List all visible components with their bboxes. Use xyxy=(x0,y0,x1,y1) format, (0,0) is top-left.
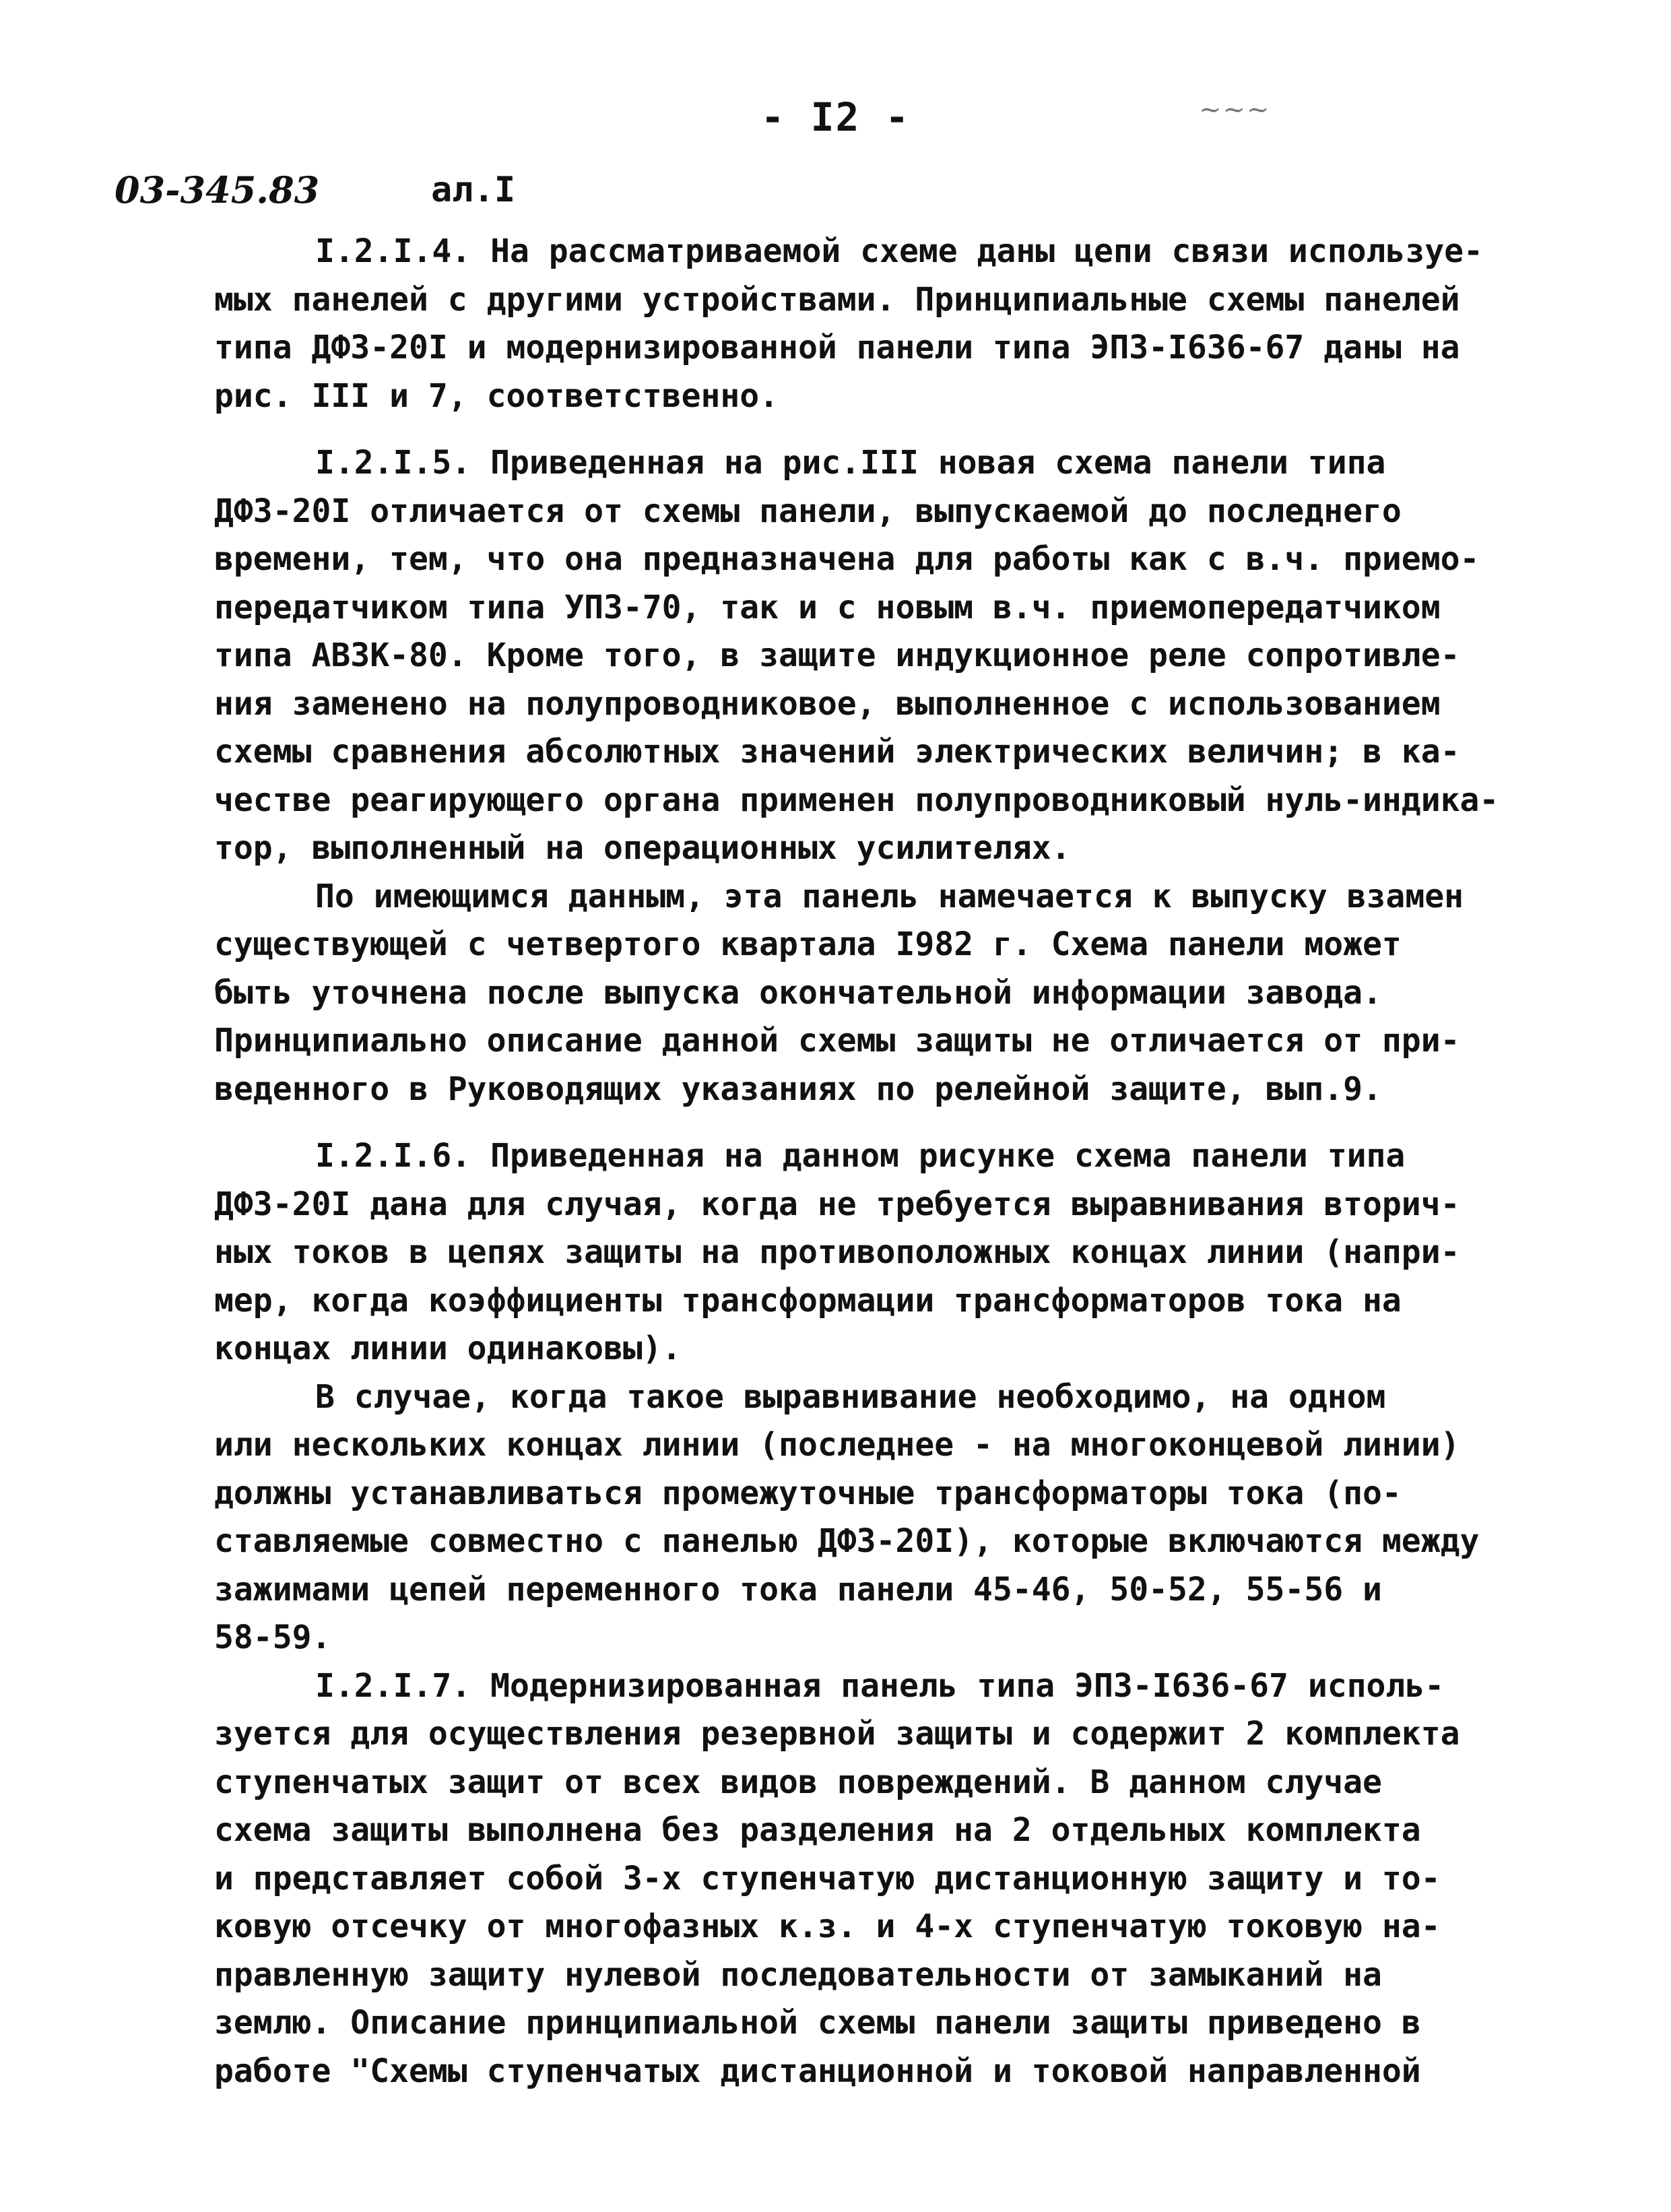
text-line: зуется для осуществления резервной защиты и содержит 2 комплекта xyxy=(214,1715,1460,1753)
text-line: существующей с четвертого квартала I982 г. Схема панели может xyxy=(214,925,1402,963)
text-line: По имеющимся данным, эта панель намечается к выпуску взамен xyxy=(315,877,1464,915)
text-line: мых панелей с другими устройствами. Принципиальные схемы панелей xyxy=(214,280,1460,319)
text-line: ставляемые совместно с панелью ДФЗ-20I), которые включаются между xyxy=(214,1522,1480,1560)
text-line: передатчиком типа УПЗ-70, так и с новым в.ч. приемопередатчиком xyxy=(214,588,1441,626)
text-line: должны устанавливаться промежуточные трансформаторы тока (по- xyxy=(214,1474,1402,1512)
text-line: В случае, когда такое выравнивание необходимо, на одном xyxy=(315,1377,1386,1416)
text-line: ковую отсечку от многофазных к.з. и 4-х ступенчатую токовую на- xyxy=(214,1908,1441,1945)
text-line: или нескольких концах линии (последнее - на многоконцевой линии) xyxy=(214,1426,1460,1464)
text-line: зажимами цепей переменного тока панели 45-46, 50-52, 55-56 и xyxy=(214,1570,1382,1608)
document-body xyxy=(214,228,1499,2095)
text-line: типа АВЗК-80. Кроме того, в защите индукционное реле сопротивле- xyxy=(214,637,1460,674)
text-line: I.2.I.7. Модернизированная панель типа ЭПЗ-I636-67 исполь- xyxy=(315,1666,1445,1705)
text-line: мер, когда коэффициенты трансформации трансформаторов тока на xyxy=(214,1281,1402,1320)
text-line: ступенчатых защит от всех видов повреждений. В данном случае xyxy=(214,1763,1382,1801)
text-line: работе "Схемы ступенчатых дистанционной и токовой направленной xyxy=(214,2052,1421,2090)
text-line: типа ДФЗ-20I и модернизированной панели типа ЭПЗ-I636-67 даны на xyxy=(214,329,1460,366)
text-line: веденного в Руководящих указаниях по релейной защите, вып.9. xyxy=(214,1070,1382,1108)
text-line: схема защиты выполнена без разделения на 2 отдельных комплекта xyxy=(214,1811,1421,1849)
text-line: времени, тем, что она предназначена для работы как с в.ч. приемо- xyxy=(214,540,1480,578)
text-line: ния заменено на полупроводниковое, выполненное с использованием xyxy=(214,684,1441,723)
text-line: схемы сравнения абсолютных значений электрических величин; в ка- xyxy=(214,733,1460,771)
text-line: Принципиально описание данной схемы защиты не отличается от при- xyxy=(214,1022,1460,1060)
text-line: и представляет собой 3-х ступенчатую дистанционную защиту и то- xyxy=(214,1859,1441,1897)
text-line: землю. Описание принципиальной схемы панели защиты приведено в xyxy=(214,2004,1421,2042)
approval-stamp: ~~~ xyxy=(1199,94,1271,125)
text-line: ных токов в цепях защиты на противоположных концах линии (напри- xyxy=(214,1233,1460,1271)
text-line: рис. III и 7, соответственно. xyxy=(214,377,779,415)
text-line: I.2.I.5. Приведенная на рис.III новая схема панели типа xyxy=(315,444,1386,482)
text-line: ДФЗ-20I отличается от схемы панели, выпускаемой до последнего xyxy=(214,492,1402,530)
page-number: - I2 - xyxy=(760,94,911,140)
text-line: правленную защиту нулевой последовательности от замыканий на xyxy=(214,1955,1382,1994)
text-line: быть уточнена после выпуска окончательной информации завода. xyxy=(214,973,1382,1012)
text-line: ДФЗ-20I дана для случая, когда не требуется выравнивания вторич- xyxy=(214,1185,1460,1223)
text-line: I.2.I.4. На рассматриваемой схеме даны цепи связи используе- xyxy=(315,232,1483,270)
text-line: концах линии одинаковы). xyxy=(214,1330,682,1367)
document-code: 03-345.83 xyxy=(114,168,320,212)
sheet-label: ал.I xyxy=(431,170,516,210)
text-line: 58-59. xyxy=(214,1619,331,1656)
text-line: I.2.I.6. Приведенная на данном рисунке схема панели типа xyxy=(315,1137,1406,1175)
text-line: тор, выполненный на операционных усилителях. xyxy=(214,829,1071,867)
text-line: честве реагирующего органа применен полупроводниковый нуль-индика- xyxy=(214,781,1499,819)
